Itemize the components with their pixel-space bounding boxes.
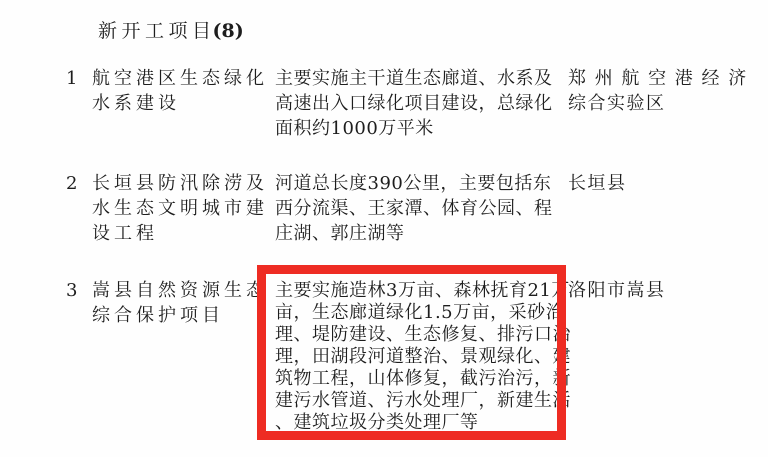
project-name-line: 综合保护项目 [92,305,224,326]
project-name [92,66,276,116]
page-title-text: 新开工项目 [98,20,216,42]
row-number: 3 [66,280,78,301]
page-title-count: (8) [212,20,244,42]
project-description-line: 庄湖、郭庄湖等 [275,223,405,244]
project-description-line: 、建筑垃圾分类处理厂等 [275,412,479,433]
project-name-line: 水生态文明城市建 [92,198,268,219]
project-description-line: 主要实施造林3万亩、森林抚育21万 [275,280,570,301]
project-location [568,278,766,303]
project-location-line: 长垣县 [568,173,627,194]
project-description-line: 高速出入口绿化项目建设，总绿化 [275,93,553,114]
project-description [275,66,561,141]
project-description-line: 河道总长度390公里，主要包括东 [275,173,552,194]
project-description-line: 建污水管道、污水处理厂，新建生活 [275,390,571,411]
project-location-line: 洛阳市嵩县 [568,280,666,301]
project-description-line: 西分流渠、王家潭、体育公园、程 [275,198,553,219]
project-description-highlighted [275,280,571,434]
project-name-line: 设工程 [92,223,158,244]
project-description-line: 主要实施主干道生态廊道、水系及 [275,68,553,89]
project-description-line: 筑物工程，山体修复，截污治污，新 [275,368,571,389]
project-description-line: 亩，生态廊道绿化1.5万亩，采砂治 [275,302,565,323]
project-description-line: 面积约1000万平米 [275,118,434,139]
project-name-line: 长垣县防汛除涝及 [92,173,268,194]
project-description-line: 理、堤防建设、生态修复、排污口治 [275,324,571,345]
row-number: 1 [66,68,78,89]
project-location-line: 综合实验区 [568,93,666,114]
project-description-line: 理，田湖段河道整治、景观绿化、建 [275,346,571,367]
project-location [568,171,766,196]
project-description [275,171,561,246]
project-location-line: 郑州航空港经济 [568,68,755,89]
page-title [98,16,244,43]
row-number: 2 [66,173,78,194]
project-name-line: 水系建设 [92,93,180,114]
project-location [568,66,766,116]
project-name-line: 航空港区生态绿化 [92,68,268,89]
project-name [92,171,276,246]
project-name-line: 嵩县自然资源生态 [92,280,268,301]
project-name [92,278,276,328]
